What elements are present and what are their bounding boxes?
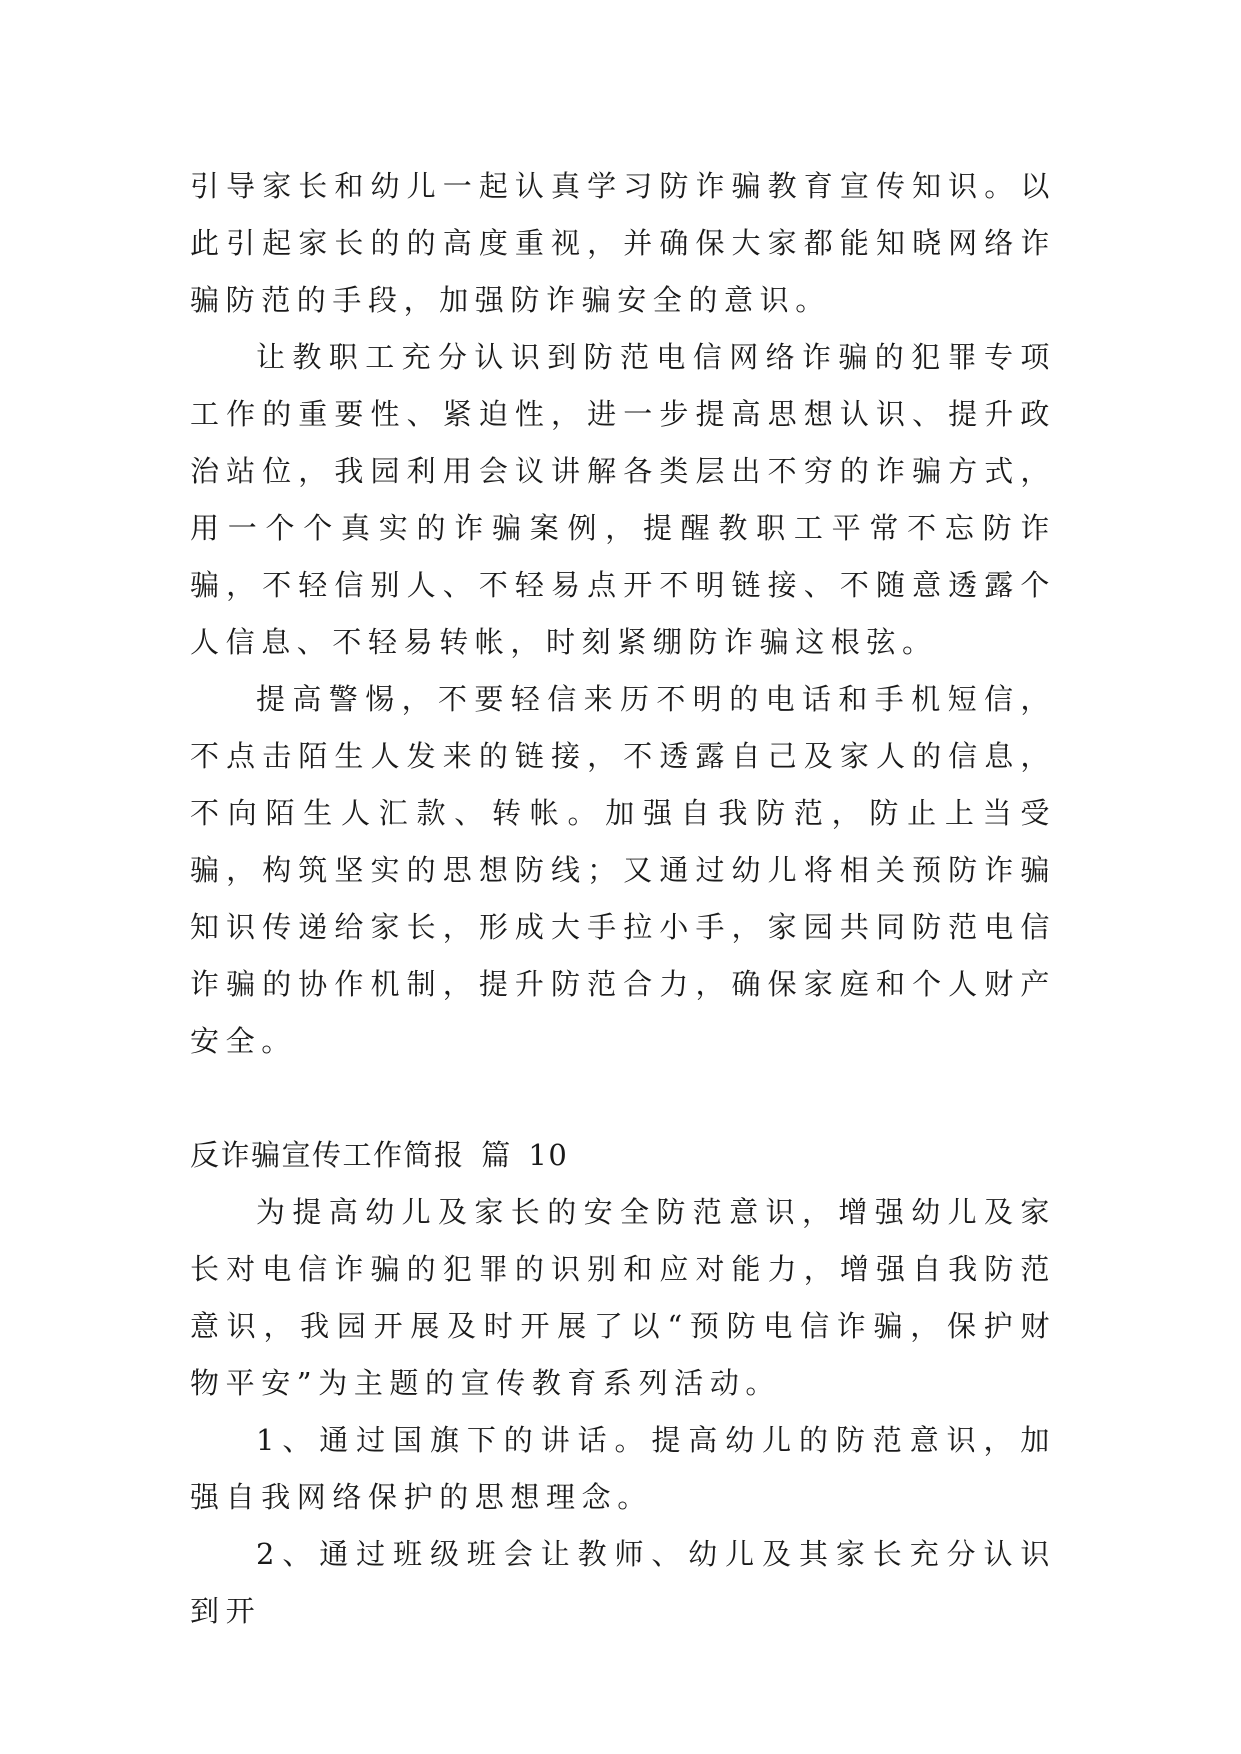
section-heading: 反诈骗宣传工作简报 篇 10	[190, 1138, 569, 1172]
paragraph-item-1: 1、通过国旗下的讲话。提高幼儿的防范意识，加强自我网络保护的思想理念。	[190, 1423, 1056, 1514]
section-spacer	[190, 1070, 1056, 1127]
paragraph-item-2: 2、通过班级班会让教师、幼儿及其家长充分认识到开	[190, 1537, 1056, 1628]
paragraph-vigilance: 提高警惕，不要轻信来历不明的电话和手机短信，不点击陌生人发来的链接，不透露自己及家人的信息，不向陌生人汇款、转帐。加强自我防范，防止上当受骗，构筑坚实的思想防线；又通过幼儿将相关预防诈骗知识传递给家长，形成大手拉小手，家园共同防范电信诈骗的协作机制，提升防范合力，确保家庭和个人财产安全。	[190, 682, 1056, 1058]
document-body	[190, 158, 1056, 1640]
paragraph-parent-guidance: 引导家长和幼儿一起认真学习防诈骗教育宣传知识。以此引起家长的的高度重视，并确保大家都能知晓网络诈骗防范的手段，加强防诈骗安全的意识。	[190, 169, 1056, 317]
paragraph-intro: 为提高幼儿及家长的安全防范意识，增强幼儿及家长对电信诈骗的犯罪的识别和应对能力，增强自我防范意识，我园开展及时开展了以“预防电信诈骗，保护财物平安”为主题的宣传教育系列活动。	[190, 1195, 1056, 1400]
paragraph-staff-awareness: 让教职工充分认识到防范电信网络诈骗的犯罪专项工作的重要性、紧迫性，进一步提高思想认识、提升政治站位，我园利用会议讲解各类层出不穷的诈骗方式，用一个个真实的诈骗案例，提醒教职工平常不忘防诈骗，不轻信别人、不轻易点开不明链接、不随意透露个人信息、不轻易转帐，时刻紧绷防诈骗这根弦。	[190, 340, 1056, 659]
